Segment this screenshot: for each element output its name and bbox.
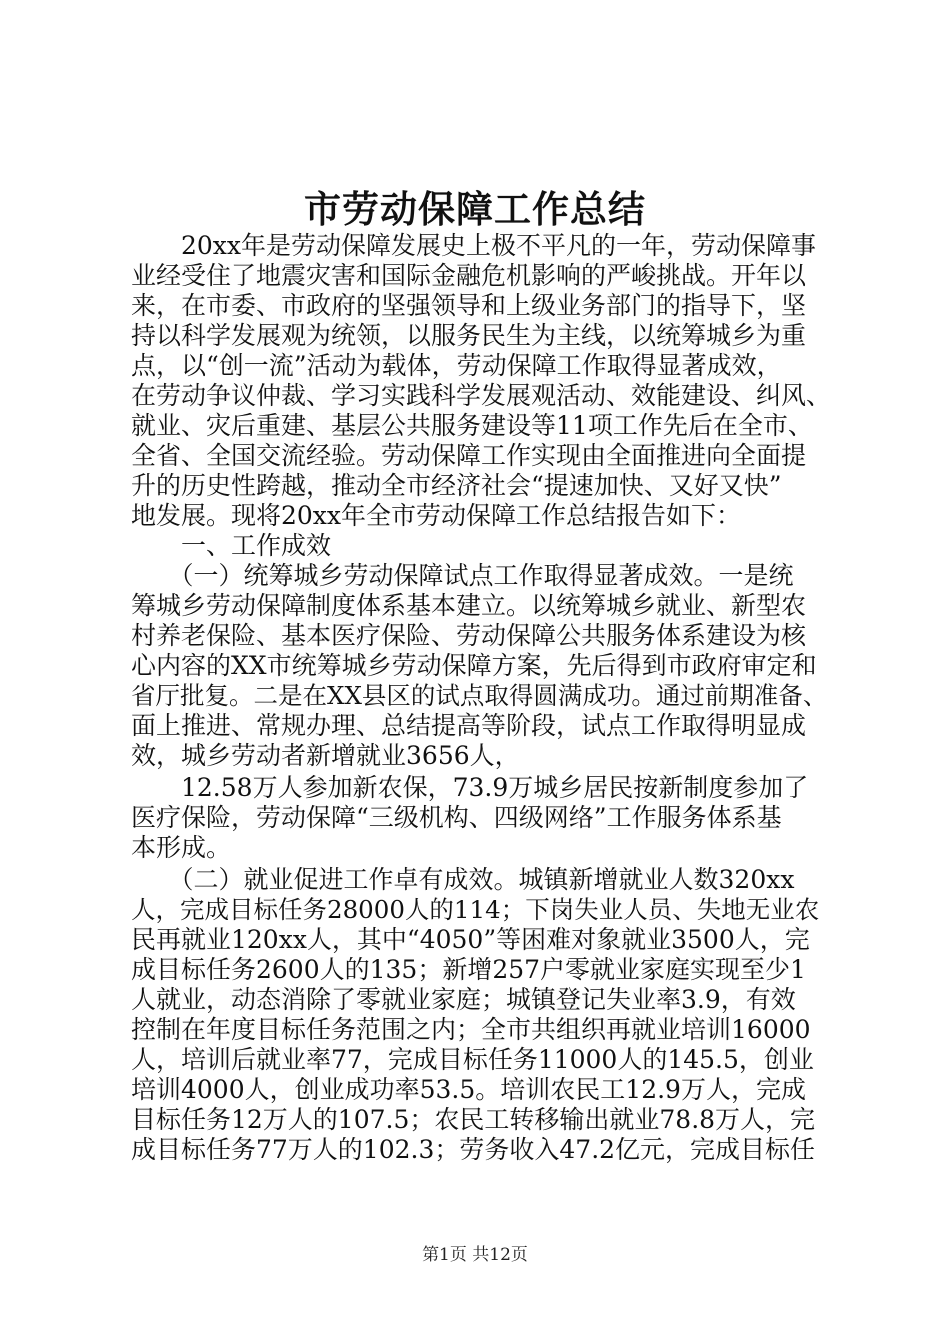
body-line: 12.58万人参加新农保，73.9万城乡居民按新制度参加了: [131, 773, 809, 802]
body-line: 筹城乡劳动保障制度体系基本建立。以统筹城乡就业、新型农: [131, 591, 807, 620]
body-line: 在劳动争议仲裁、学习实践科学发展观活动、效能建设、纠风、: [131, 381, 832, 410]
document-body: [131, 231, 831, 1165]
body-line: 来，在市委、市政府的坚强领导和上级业务部门的指导下，坚: [131, 291, 807, 320]
body-line: 地发展。现将20xx年全市劳动保障工作总结报告如下：: [131, 501, 742, 530]
body-line: （一）统筹城乡劳动保障试点工作取得显著成效。一是统: [131, 561, 794, 590]
body-line: 成目标任务77万人的102.3；劳务收入47.2亿元，完成目标任: [131, 1135, 816, 1164]
body-line: 医疗保险，劳动保障“三级机构、四级网络”工作服务体系基: [131, 803, 782, 832]
body-line: 效，城乡劳动者新增就业3656人，: [131, 741, 520, 770]
body-line: 业经受住了地震灾害和国际金融危机影响的严峻挑战。开年以: [131, 261, 807, 290]
body-line: （二）就业促进工作卓有成效。城镇新增就业人数320xx: [131, 865, 795, 894]
body-line: 持以科学发展观为统领，以服务民生为主线，以统筹城乡为重: [131, 321, 807, 350]
body-line: 省厅批复。二是在XX县区的试点取得圆满成功。通过前期准备、: [131, 681, 828, 710]
body-line: 培训4000人，创业成功率53.5。培训农民工12.9万人，完成: [131, 1075, 806, 1104]
body-line: 民再就业120xx人，其中“4050”等困难对象就业3500人，完: [131, 925, 810, 954]
body-line: 点，以“创一流”活动为载体，劳动保障工作取得显著成效，: [131, 351, 782, 380]
body-line: 就业、灾后重建、基层公共服务建设等11项工作先后在全市、: [131, 411, 813, 440]
body-line: 目标任务12万人的107.5；农民工转移输出就业78.8万人，完: [131, 1105, 816, 1134]
body-line: 成目标任务2600人的135；新增257户零就业家庭实现至少1: [131, 955, 806, 984]
body-line: 一、工作成效: [131, 531, 332, 560]
body-line: 人就业，动态消除了零就业家庭；城镇登记失业率3.9，有效: [131, 985, 796, 1014]
body-line: 面上推进、常规办理、总结提高等阶段，试点工作取得明显成: [131, 711, 807, 740]
body-line: 心内容的XX市统筹城乡劳动保障方案，先后得到市政府审定和: [131, 651, 817, 680]
body-line: 全省、全国交流经验。劳动保障工作实现由全面推进向全面提: [131, 441, 807, 470]
body-line: 本形成。: [131, 833, 232, 862]
body-line: 村养老保险、基本医疗保险、劳动保障公共服务体系建设为核: [131, 621, 807, 650]
page-title: 市劳动保障工作总结: [304, 187, 646, 231]
page-footer: 第1页 共12页: [422, 1245, 528, 1265]
body-line: 升的历史性跨越，推动全市经济社会“提速加快、又好又快”: [131, 471, 782, 500]
body-line: 控制在年度目标任务范围之内；全市共组织再就业培训16000: [131, 1015, 811, 1044]
body-line: 20xx年是劳动保障发展史上极不平凡的一年，劳动保障事: [131, 231, 817, 260]
body-line: 人，完成目标任务28000人的114；下岗失业人员、失地无业农: [131, 895, 820, 924]
body-line: 人，培训后就业率77，完成目标任务11000人的145.5，创业: [131, 1045, 814, 1074]
